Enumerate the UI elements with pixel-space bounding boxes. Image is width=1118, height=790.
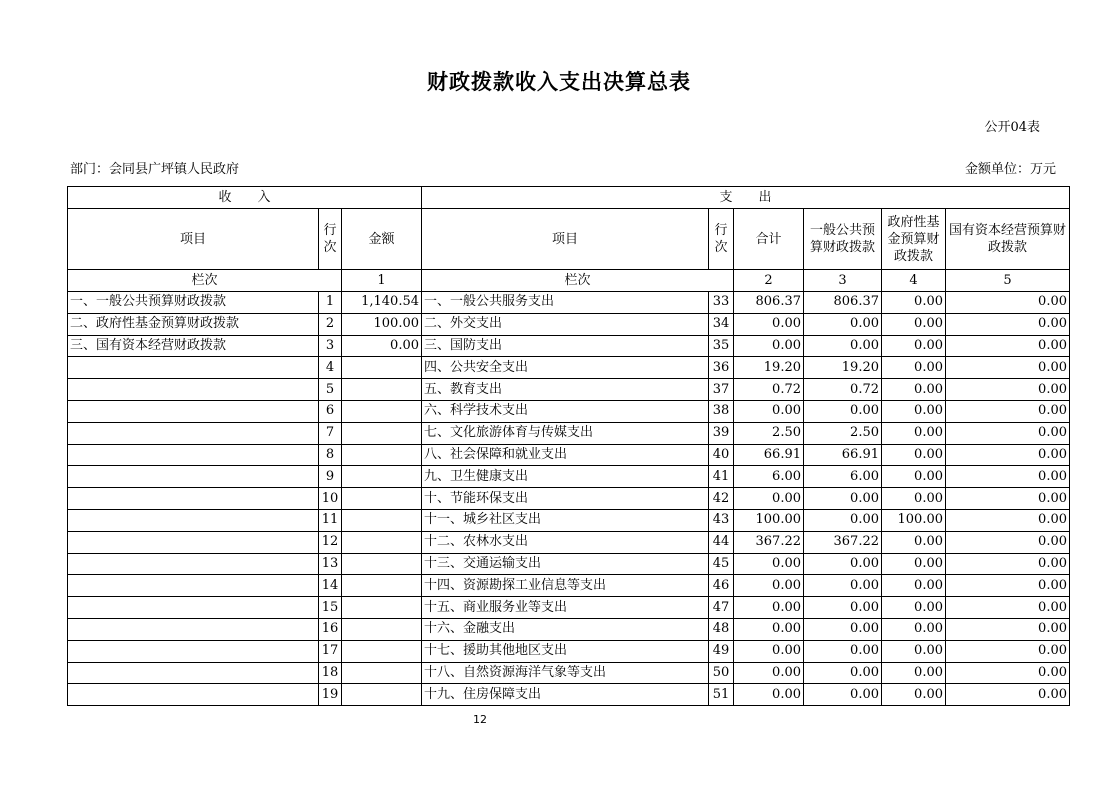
gov-fund-amount: 0.00 — [882, 597, 946, 619]
income-item — [68, 509, 319, 531]
income-item — [68, 422, 319, 444]
general-budget-amount: 0.00 — [804, 684, 882, 706]
income-item — [68, 379, 319, 401]
table-row — [68, 292, 1070, 314]
table-row — [68, 444, 1070, 466]
income-amount — [342, 379, 422, 401]
col-number-3: 3 — [804, 270, 882, 292]
expense-row-no: 35 — [709, 335, 734, 357]
header-row-columns — [68, 209, 1070, 270]
total-amount: 2.50 — [734, 422, 804, 444]
income-amount — [342, 531, 422, 553]
income-row-no: 6 — [319, 400, 342, 422]
general-budget-amount: 0.00 — [804, 313, 882, 335]
state-capital-amount: 0.00 — [946, 444, 1070, 466]
income-row-no: 10 — [319, 488, 342, 510]
expense-section-header: 支 出 — [422, 187, 1070, 209]
header-row-sections — [68, 187, 1070, 209]
state-capital-amount: 0.00 — [946, 357, 1070, 379]
total-amount: 6.00 — [734, 466, 804, 488]
total-amount: 806.37 — [734, 292, 804, 314]
col-number-5: 5 — [946, 270, 1070, 292]
state-capital-header: 国有资本经营预算财政拨款 — [946, 209, 1070, 270]
income-item — [68, 640, 319, 662]
expense-item: 十五、商业服务业等支出 — [422, 597, 709, 619]
income-item: 二、政府性基金预算财政拨款 — [68, 313, 319, 335]
expense-item: 十四、资源勘探工业信息等支出 — [422, 575, 709, 597]
state-capital-amount: 0.00 — [946, 575, 1070, 597]
income-item — [68, 553, 319, 575]
total-amount: 0.72 — [734, 379, 804, 401]
income-item — [68, 400, 319, 422]
table-row — [68, 422, 1070, 444]
income-row-no: 14 — [319, 575, 342, 597]
income-row-no: 12 — [319, 531, 342, 553]
general-budget-amount: 19.20 — [804, 357, 882, 379]
expense-item: 十三、交通运输支出 — [422, 553, 709, 575]
gov-fund-amount: 0.00 — [882, 292, 946, 314]
total-amount: 0.00 — [734, 553, 804, 575]
general-budget-amount: 0.00 — [804, 597, 882, 619]
gov-fund-amount: 0.00 — [882, 640, 946, 662]
table-row — [68, 618, 1070, 640]
expense-item: 一、一般公共服务支出 — [422, 292, 709, 314]
expense-row-no: 50 — [709, 662, 734, 684]
income-row-no: 11 — [319, 509, 342, 531]
state-capital-amount: 0.00 — [946, 597, 1070, 619]
total-amount: 0.00 — [734, 313, 804, 335]
total-header: 合计 — [734, 209, 804, 270]
col-number-2: 2 — [734, 270, 804, 292]
amount-header: 金额 — [342, 209, 422, 270]
income-amount: 0.00 — [342, 335, 422, 357]
income-amount — [342, 553, 422, 575]
income-item — [68, 618, 319, 640]
general-budget-amount: 66.91 — [804, 444, 882, 466]
table-row — [68, 597, 1070, 619]
general-budget-amount: 0.00 — [804, 400, 882, 422]
general-budget-amount: 0.72 — [804, 379, 882, 401]
total-amount: 0.00 — [734, 575, 804, 597]
general-budget-amount: 367.22 — [804, 531, 882, 553]
income-item-header: 项目 — [68, 209, 319, 270]
expense-row-no: 46 — [709, 575, 734, 597]
table-row — [68, 400, 1070, 422]
expense-row-no: 48 — [709, 618, 734, 640]
income-amount — [342, 488, 422, 510]
income-row-no: 15 — [319, 597, 342, 619]
gov-fund-amount: 0.00 — [882, 357, 946, 379]
state-capital-amount: 0.00 — [946, 509, 1070, 531]
gov-fund-amount: 0.00 — [882, 575, 946, 597]
income-row-no-header: 行次 — [319, 209, 342, 270]
income-amount — [342, 640, 422, 662]
gov-fund-amount: 0.00 — [882, 466, 946, 488]
expense-row-no: 43 — [709, 509, 734, 531]
expense-row-no: 40 — [709, 444, 734, 466]
total-amount: 367.22 — [734, 531, 804, 553]
income-row-no: 7 — [319, 422, 342, 444]
total-amount: 0.00 — [734, 684, 804, 706]
expense-row-no: 49 — [709, 640, 734, 662]
income-item — [68, 662, 319, 684]
income-amount — [342, 509, 422, 531]
total-amount: 0.00 — [734, 488, 804, 510]
expense-item: 三、国防支出 — [422, 335, 709, 357]
income-item — [68, 531, 319, 553]
total-amount: 100.00 — [734, 509, 804, 531]
gov-fund-amount: 0.00 — [882, 400, 946, 422]
income-section-header: 收 入 — [68, 187, 422, 209]
income-item: 一、一般公共预算财政拨款 — [68, 292, 319, 314]
state-capital-amount: 0.00 — [946, 553, 1070, 575]
expense-item: 十六、金融支出 — [422, 618, 709, 640]
general-budget-amount: 0.00 — [804, 640, 882, 662]
income-item — [68, 357, 319, 379]
table-row — [68, 488, 1070, 510]
table-row — [68, 357, 1070, 379]
expense-row-no: 47 — [709, 597, 734, 619]
expense-item: 十一、城乡社区支出 — [422, 509, 709, 531]
col-label-expense: 栏次 — [422, 270, 734, 292]
state-capital-amount: 0.00 — [946, 684, 1070, 706]
income-amount — [342, 422, 422, 444]
budget-table — [67, 186, 1070, 706]
table-row — [68, 531, 1070, 553]
state-capital-amount: 0.00 — [946, 400, 1070, 422]
general-budget-amount: 6.00 — [804, 466, 882, 488]
income-amount — [342, 597, 422, 619]
total-amount: 19.20 — [734, 357, 804, 379]
unit-label: 金额单位：万元 — [964, 162, 1056, 177]
expense-item: 六、科学技术支出 — [422, 400, 709, 422]
state-capital-amount: 0.00 — [946, 662, 1070, 684]
total-amount: 0.00 — [734, 640, 804, 662]
expense-row-no: 36 — [709, 357, 734, 379]
expense-item: 九、卫生健康支出 — [422, 466, 709, 488]
state-capital-amount: 0.00 — [946, 313, 1070, 335]
income-row-no: 19 — [319, 684, 342, 706]
col-number-4: 4 — [882, 270, 946, 292]
total-amount: 66.91 — [734, 444, 804, 466]
department-label: 部门：会同县广坪镇人民政府 — [70, 162, 240, 177]
expense-item-header: 项目 — [422, 209, 709, 270]
gov-fund-header: 政府性基金预算财政拨款 — [882, 209, 946, 270]
income-amount — [342, 575, 422, 597]
page-number: 12 — [473, 713, 487, 726]
gov-fund-amount: 0.00 — [882, 422, 946, 444]
income-item — [68, 466, 319, 488]
gov-fund-amount: 0.00 — [882, 618, 946, 640]
table-row — [68, 684, 1070, 706]
state-capital-amount: 0.00 — [946, 335, 1070, 357]
gov-fund-amount: 0.00 — [882, 531, 946, 553]
expense-item: 十七、援助其他地区支出 — [422, 640, 709, 662]
table-row — [68, 575, 1070, 597]
income-item: 三、国有资本经营财政拨款 — [68, 335, 319, 357]
income-amount: 1,140.54 — [342, 292, 422, 314]
income-item — [68, 444, 319, 466]
income-row-no: 16 — [319, 618, 342, 640]
general-budget-amount: 0.00 — [804, 553, 882, 575]
income-row-no: 18 — [319, 662, 342, 684]
table-row — [68, 640, 1070, 662]
table-row — [68, 335, 1070, 357]
expense-item: 五、教育支出 — [422, 379, 709, 401]
general-budget-amount: 0.00 — [804, 662, 882, 684]
general-budget-amount: 2.50 — [804, 422, 882, 444]
expense-row-no: 44 — [709, 531, 734, 553]
income-item — [68, 575, 319, 597]
expense-item: 十九、住房保障支出 — [422, 684, 709, 706]
income-row-no: 13 — [319, 553, 342, 575]
state-capital-amount: 0.00 — [946, 618, 1070, 640]
income-row-no: 17 — [319, 640, 342, 662]
gov-fund-amount: 0.00 — [882, 684, 946, 706]
general-budget-amount: 0.00 — [804, 509, 882, 531]
income-row-no: 3 — [319, 335, 342, 357]
income-row-no: 9 — [319, 466, 342, 488]
income-amount — [342, 444, 422, 466]
expense-row-no: 51 — [709, 684, 734, 706]
expense-item: 二、外交支出 — [422, 313, 709, 335]
expense-row-no: 37 — [709, 379, 734, 401]
total-amount: 0.00 — [734, 400, 804, 422]
general-budget-amount: 0.00 — [804, 575, 882, 597]
expense-row-no: 33 — [709, 292, 734, 314]
income-row-no: 4 — [319, 357, 342, 379]
expense-item: 十、节能环保支出 — [422, 488, 709, 510]
income-item — [68, 684, 319, 706]
gov-fund-amount: 0.00 — [882, 488, 946, 510]
state-capital-amount: 0.00 — [946, 640, 1070, 662]
expense-row-no: 42 — [709, 488, 734, 510]
state-capital-amount: 0.00 — [946, 292, 1070, 314]
income-amount: 100.00 — [342, 313, 422, 335]
income-amount — [342, 684, 422, 706]
expense-row-no: 38 — [709, 400, 734, 422]
table-row — [68, 662, 1070, 684]
col-label-income: 栏次 — [68, 270, 342, 292]
state-capital-amount: 0.00 — [946, 531, 1070, 553]
gov-fund-amount: 0.00 — [882, 335, 946, 357]
total-amount: 0.00 — [734, 335, 804, 357]
income-amount — [342, 618, 422, 640]
gov-fund-amount: 0.00 — [882, 444, 946, 466]
header-row-col-numbers — [68, 270, 1070, 292]
general-budget-amount: 0.00 — [804, 488, 882, 510]
table-row — [68, 466, 1070, 488]
income-amount — [342, 662, 422, 684]
total-amount: 0.00 — [734, 618, 804, 640]
expense-item: 十二、农林水支出 — [422, 531, 709, 553]
expense-row-no: 45 — [709, 553, 734, 575]
expense-row-no: 39 — [709, 422, 734, 444]
expense-row-no: 34 — [709, 313, 734, 335]
col-number-1: 1 — [342, 270, 422, 292]
income-item — [68, 597, 319, 619]
state-capital-amount: 0.00 — [946, 379, 1070, 401]
general-budget-amount: 0.00 — [804, 335, 882, 357]
expense-item: 四、公共安全支出 — [422, 357, 709, 379]
income-amount — [342, 357, 422, 379]
total-amount: 0.00 — [734, 662, 804, 684]
expense-row-no: 41 — [709, 466, 734, 488]
table-row — [68, 313, 1070, 335]
table-row — [68, 553, 1070, 575]
gov-fund-amount: 0.00 — [882, 553, 946, 575]
income-row-no: 5 — [319, 379, 342, 401]
expense-item: 十八、自然资源海洋气象等支出 — [422, 662, 709, 684]
expense-item: 七、文化旅游体育与传媒支出 — [422, 422, 709, 444]
general-budget-amount: 0.00 — [804, 618, 882, 640]
gov-fund-amount: 0.00 — [882, 662, 946, 684]
gov-fund-amount: 0.00 — [882, 313, 946, 335]
page-title: 财政拨款收入支出决算总表 — [427, 69, 691, 94]
form-number: 公开04表 — [984, 120, 1040, 135]
income-item — [68, 488, 319, 510]
table-row — [68, 509, 1070, 531]
table-row — [68, 379, 1070, 401]
income-row-no: 1 — [319, 292, 342, 314]
gov-fund-amount: 0.00 — [882, 379, 946, 401]
general-budget-amount: 806.37 — [804, 292, 882, 314]
expense-item: 八、社会保障和就业支出 — [422, 444, 709, 466]
state-capital-amount: 0.00 — [946, 466, 1070, 488]
income-row-no: 2 — [319, 313, 342, 335]
income-row-no: 8 — [319, 444, 342, 466]
gov-fund-amount: 100.00 — [882, 509, 946, 531]
state-capital-amount: 0.00 — [946, 488, 1070, 510]
general-budget-header: 一般公共预算财政拨款 — [804, 209, 882, 270]
income-amount — [342, 400, 422, 422]
expense-row-no-header: 行次 — [709, 209, 734, 270]
income-amount — [342, 466, 422, 488]
state-capital-amount: 0.00 — [946, 422, 1070, 444]
total-amount: 0.00 — [734, 597, 804, 619]
